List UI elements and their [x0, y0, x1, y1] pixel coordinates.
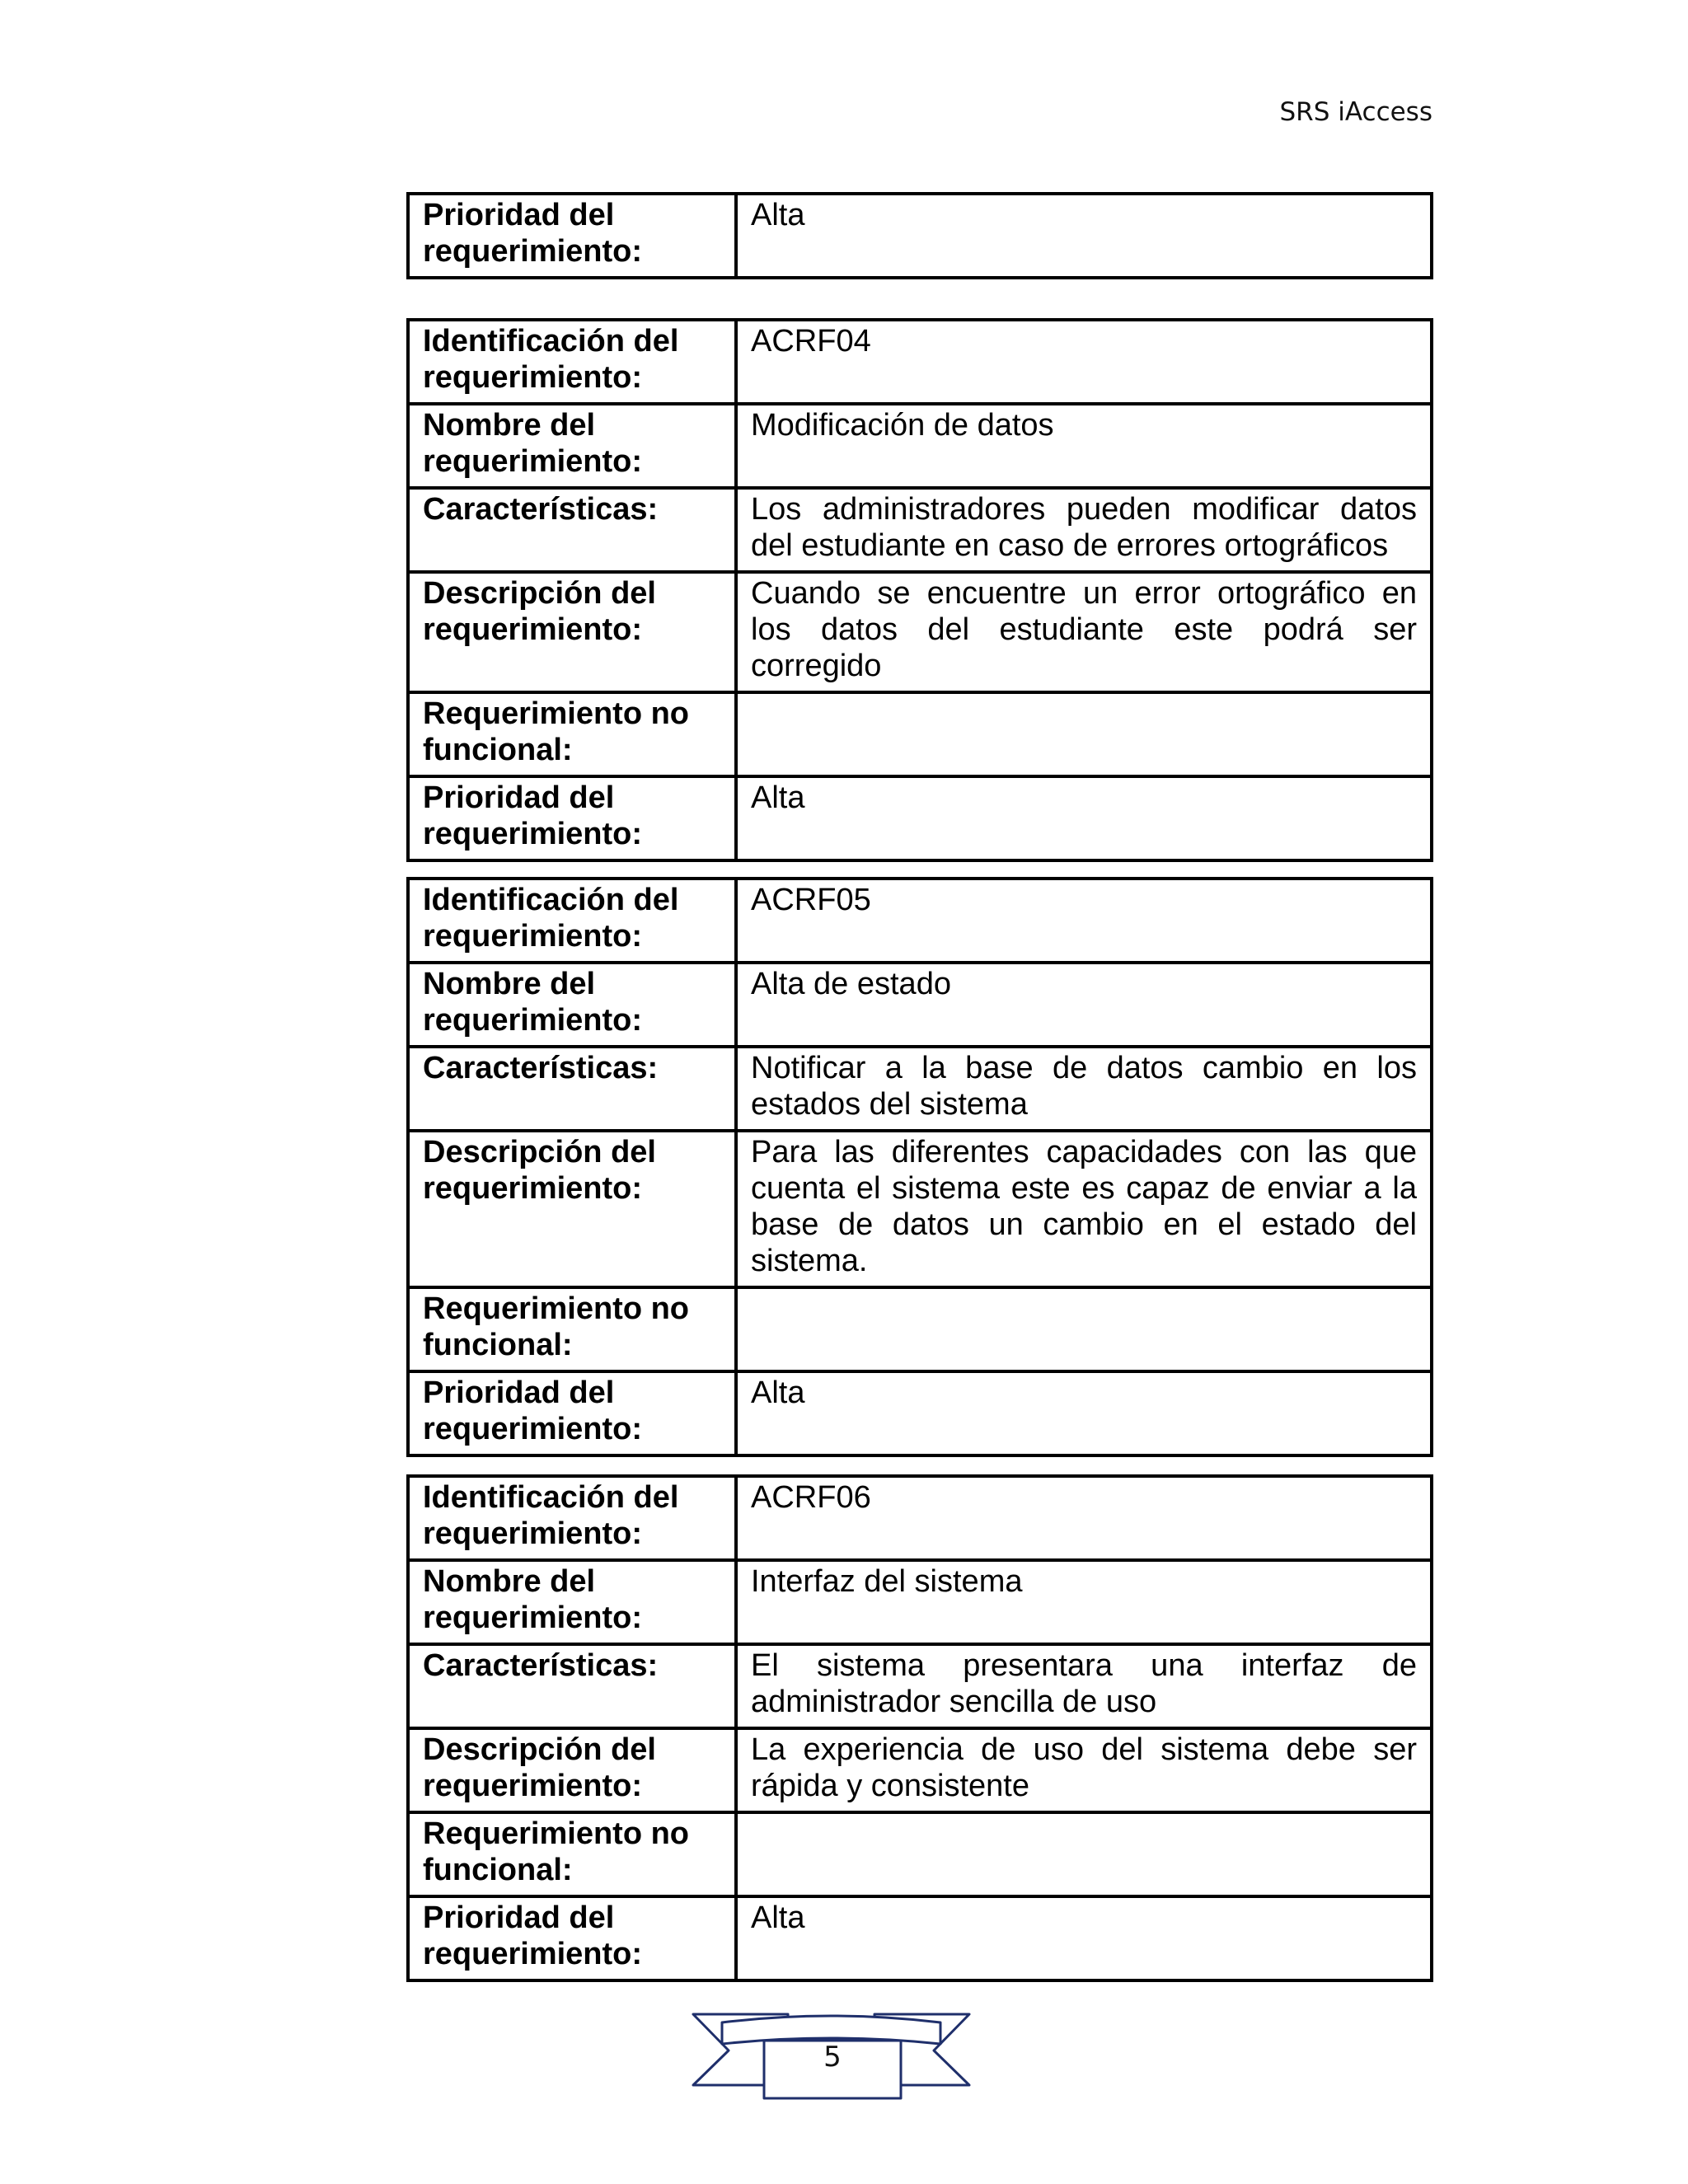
- row-label: Identificación del requerimiento:: [408, 879, 736, 963]
- row-value: Alta de estado: [736, 963, 1432, 1047]
- row-label: Prioridad del requerimiento:: [408, 1371, 736, 1455]
- table-row: [408, 1560, 1432, 1644]
- requirement-table-acrf05: [406, 877, 1433, 1457]
- table-row: [408, 776, 1432, 860]
- table-row: [408, 692, 1432, 776]
- row-value: [736, 692, 1432, 776]
- table-row: [408, 194, 1432, 278]
- table-row: [408, 1371, 1432, 1455]
- requirement-table-acrf06: [406, 1474, 1433, 1982]
- row-label: Prioridad del requerimiento:: [408, 194, 736, 278]
- row-value: Para las diferentes capacidades con las que cuenta el sistema este es capaz de enviar a la base de datos un cambio en el estado del sistema.: [736, 1131, 1432, 1287]
- row-value: Notificar a la base de datos cambio en los estados del sistema: [736, 1047, 1432, 1131]
- table-row: [408, 879, 1432, 963]
- row-label: Características:: [408, 1644, 736, 1728]
- row-value: Alta: [736, 1371, 1432, 1455]
- table-row: [408, 572, 1432, 692]
- table-row: [408, 404, 1432, 488]
- table-row: [408, 1287, 1432, 1371]
- row-label: Requerimiento no funcional:: [408, 1812, 736, 1896]
- row-label: Nombre del requerimiento:: [408, 404, 736, 488]
- table-row: [408, 1812, 1432, 1896]
- row-label: Requerimiento no funcional:: [408, 1287, 736, 1371]
- row-value: La experiencia de uso del sistema debe ser rápida y consistente: [736, 1728, 1432, 1812]
- row-value: Modificación de datos: [736, 404, 1432, 488]
- row-label: Prioridad del requerimiento:: [408, 1896, 736, 1980]
- table-row: [408, 1896, 1432, 1980]
- row-label: Identificación del requerimiento:: [408, 1476, 736, 1560]
- table-row: [408, 488, 1432, 572]
- table-row: [408, 963, 1432, 1047]
- row-value: Cuando se encuentre un error ortográfico en los datos del estudiante este podrá ser corregido: [736, 572, 1432, 692]
- row-label: Descripción del requerimiento:: [408, 1728, 736, 1812]
- page-number: 5: [823, 2041, 842, 2074]
- table-row: [408, 1476, 1432, 1560]
- row-value: Los administradores pueden modificar datos del estudiante en caso de errores ortográficos: [736, 488, 1432, 572]
- row-value: Alta: [736, 194, 1432, 278]
- row-label: Características:: [408, 1047, 736, 1131]
- row-label: Características:: [408, 488, 736, 572]
- row-label: Nombre del requerimiento:: [408, 1560, 736, 1644]
- row-value: Alta: [736, 776, 1432, 860]
- row-value: El sistema presentara una interfaz de administrador sencilla de uso: [736, 1644, 1432, 1728]
- table-row: [408, 1047, 1432, 1131]
- row-label: Requerimiento no funcional:: [408, 692, 736, 776]
- row-value: Alta: [736, 1896, 1432, 1980]
- table-row: [408, 1644, 1432, 1728]
- requirement-table-continuation: [406, 192, 1433, 279]
- row-value: ACRF05: [736, 879, 1432, 963]
- table-row: [408, 1728, 1432, 1812]
- row-value: ACRF06: [736, 1476, 1432, 1560]
- document-header: SRS iAccess: [1279, 97, 1432, 127]
- row-value: [736, 1812, 1432, 1896]
- row-label: Nombre del requerimiento:: [408, 963, 736, 1047]
- row-value: [736, 1287, 1432, 1371]
- row-label: Identificación del requerimiento:: [408, 320, 736, 404]
- row-label: Descripción del requerimiento:: [408, 1131, 736, 1287]
- table-row: [408, 320, 1432, 404]
- requirement-table-acrf04: [406, 318, 1433, 862]
- row-value: ACRF04: [736, 320, 1432, 404]
- row-value: Interfaz del sistema: [736, 1560, 1432, 1644]
- row-label: Prioridad del requerimiento:: [408, 776, 736, 860]
- table-row: [408, 1131, 1432, 1287]
- row-label: Descripción del requerimiento:: [408, 572, 736, 692]
